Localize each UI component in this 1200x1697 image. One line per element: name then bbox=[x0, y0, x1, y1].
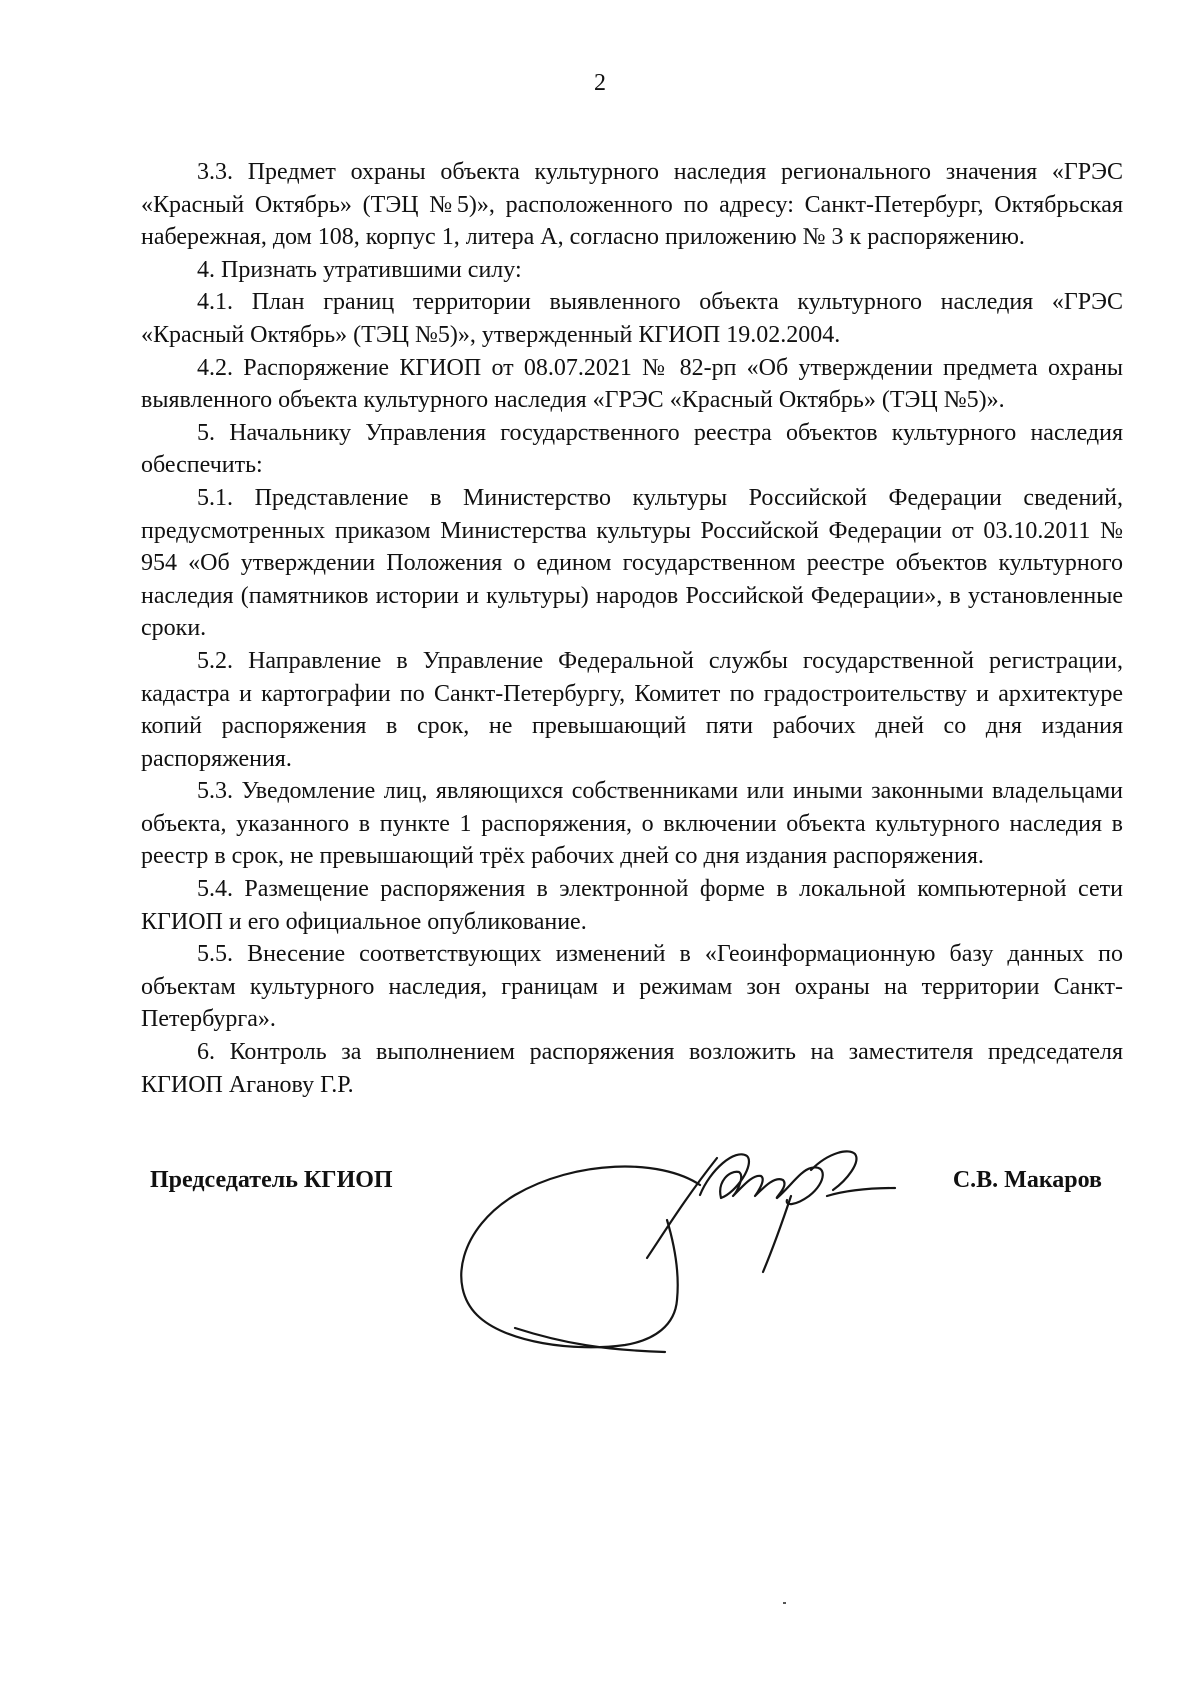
signature-block bbox=[0, 1155, 1200, 1395]
paragraph-5-3: 5.3. Уведомление лиц, являющихся собственниками или иными законными владельцами объекта, указанного в пункте 1 распоряжения, о включении объекта культурного наследия в реестр в срок, не превышающий трёх рабочих дней со дня издания распоряжения. bbox=[141, 778, 1123, 870]
signer-name: С.В. Макаров bbox=[952, 1167, 1102, 1193]
paragraph-4-1: 4.1. План границ территории выявленного объекта культурного наследия «ГРЭС «Красный Октябрь» (ТЭЦ №5)», утвержденный КГИОП 19.02.2004. bbox=[141, 289, 1123, 348]
handwritten-signature bbox=[455, 1100, 935, 1370]
paragraph-5-1: 5.1. Представление в Министерство культуры Российской Федерации сведений, предусмотренных приказом Министерства культуры Российской Федерации от 03.10.2011 № 954 «Об утверждении Положения о едином государственном реестре объектов культурного наследия (памятников истории и культуры) народов Российской Федерации», в установленные сроки. bbox=[141, 484, 1123, 642]
paragraph-4-2: 4.2. Распоряжение КГИОП от 08.07.2021 № 82-рп «Об утверждении предмета охраны выявленного объекта культурного наследия «ГРЭС «Красный Октябрь» (ТЭЦ №5)». bbox=[141, 354, 1123, 414]
paragraph-6: 6. Контроль за выполнением распоряжения возложить на заместителя председателя КГИОП Аганову Г.Р. bbox=[141, 1039, 1123, 1098]
signer-position: Председатель КГИОП bbox=[150, 1167, 393, 1193]
paragraph-5: 5. Начальнику Управления государственного реестра объектов культурного наследия обеспечить: bbox=[141, 419, 1123, 479]
document-body bbox=[141, 156, 1123, 1101]
paragraph-3-3: 3.3. Предмет охраны объекта культурного наследия регионального значения «ГРЭС «Красный Октябрь» (ТЭЦ №5)», расположенного по адресу: Санкт-Петербург, Октябрьская набережная, дом 108, корпус 1, литера А, согласно приложению № 3 к распоряжению. bbox=[141, 159, 1123, 251]
page-number: 2 bbox=[594, 70, 606, 96]
paragraph-5-2: 5.2. Направление в Управление Федеральной службы государственной регистрации, кадастра и картографии по Санкт-Петербургу, Комитет по градостроительству и архитектуре копий распоряжения в срок, не превышающий пяти рабочих дней со дня издания распоряжения. bbox=[141, 647, 1123, 772]
paragraph-5-4: 5.4. Размещение распоряжения в электронной форме в локальной компьютерной сети КГИОП и его официальное опубликование. bbox=[141, 876, 1123, 935]
scan-speck bbox=[783, 1602, 786, 1604]
paragraph-4: 4. Признать утратившими силу: bbox=[197, 256, 522, 283]
paragraph-5-5: 5.5. Внесение соответствующих изменений в «Геоинформационную базу данных по объектам культурного наследия, границам и режимам зон охраны на территории Санкт-Петербурга». bbox=[141, 941, 1123, 1033]
